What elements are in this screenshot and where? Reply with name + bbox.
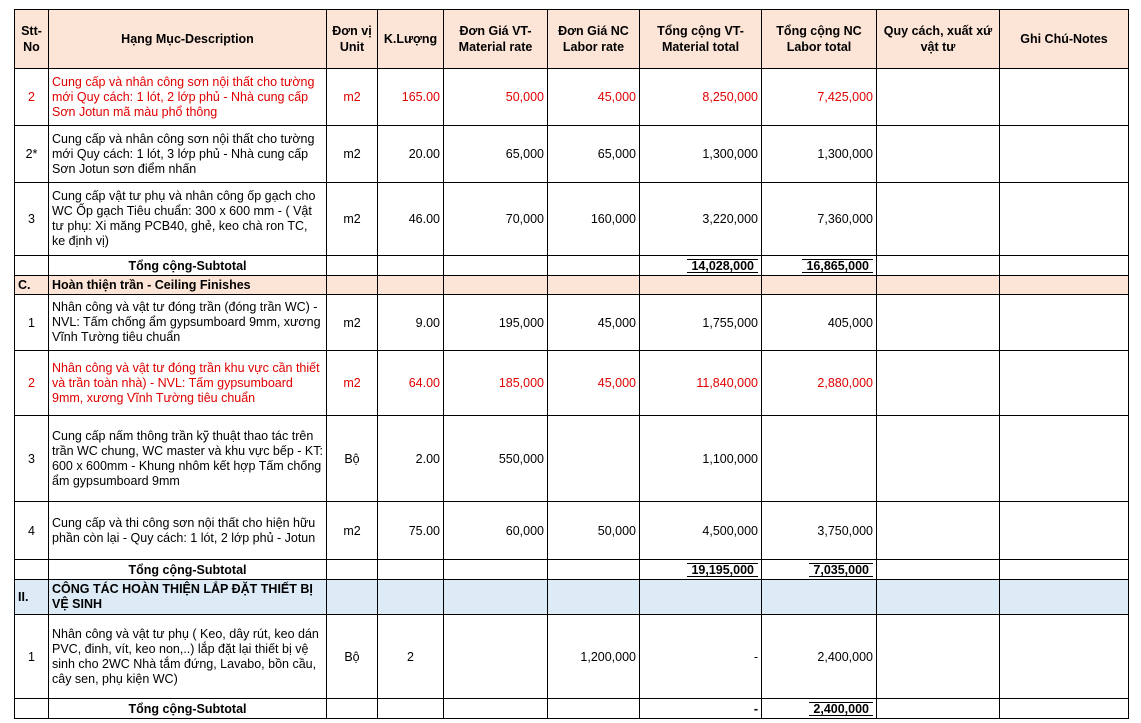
table-row <box>15 126 1129 183</box>
row-material-rate: 50,000 <box>444 69 548 126</box>
table-row <box>15 416 1129 502</box>
section-title: CÔNG TÁC HOÀN THIỆN LẮP ĐẶT THIẾT BỊ VỆ SINH <box>49 580 327 615</box>
subtotal-material-cell <box>640 256 762 276</box>
row-unit: Bộ <box>327 416 378 502</box>
subtotal-notes <box>1000 256 1129 276</box>
row-labor-rate: 50,000 <box>548 502 640 560</box>
row-description: Cung cấp nấm thông trần kỹ thuật thao tác trên trần WC chung, WC master và khu vực bếp - KT: 600 x 600mm - Khung nhôm kết hợp Tấm chống ẩm gypsumboard 9mm <box>49 416 327 502</box>
row-stt: 2* <box>15 126 49 183</box>
section-cell <box>378 580 444 615</box>
row-specification <box>877 295 1000 351</box>
section-cell <box>640 276 762 295</box>
section-cell <box>327 580 378 615</box>
row-labor-total: 7,425,000 <box>762 69 877 126</box>
row-unit: m2 <box>327 295 378 351</box>
row-notes <box>1000 126 1129 183</box>
header-labor-rate: Đơn Giá NC Labor rate <box>548 10 640 69</box>
table-row <box>15 183 1129 256</box>
row-unit: m2 <box>327 351 378 416</box>
row-stt: 1 <box>15 295 49 351</box>
row-quantity: 46.00 <box>378 183 444 256</box>
row-notes <box>1000 69 1129 126</box>
section-cell <box>548 276 640 295</box>
row-material-total: 4,500,000 <box>640 502 762 560</box>
subtotal-labor: 16,865,000 <box>802 259 873 273</box>
subtotal-qty <box>378 560 444 580</box>
section-title: Hoàn thiện trần - Ceiling Finishes <box>49 276 327 295</box>
subtotal-lab-rate <box>548 256 640 276</box>
row-material-total: 1,100,000 <box>640 416 762 502</box>
subtotal-labor: 2,400,000 <box>809 702 873 716</box>
subtotal-material: 19,195,000 <box>687 563 758 577</box>
row-notes <box>1000 416 1129 502</box>
row-labor-total: 7,360,000 <box>762 183 877 256</box>
section-cell <box>444 580 548 615</box>
section-cell <box>444 276 548 295</box>
row-stt: 3 <box>15 416 49 502</box>
subtotal-label: Tổng cộng-Subtotal <box>49 560 327 580</box>
section-cell <box>1000 276 1129 295</box>
row-notes <box>1000 183 1129 256</box>
subtotal-material: - <box>753 701 758 716</box>
row-labor-rate: 65,000 <box>548 126 640 183</box>
row-material-total: 8,250,000 <box>640 69 762 126</box>
header-labor-total: Tổng cộng NC Labor total <box>762 10 877 69</box>
subtotal-stt <box>15 560 49 580</box>
row-labor-total: 405,000 <box>762 295 877 351</box>
subtotal-row <box>15 699 1129 719</box>
row-specification <box>877 615 1000 699</box>
subtotal-material-cell <box>640 560 762 580</box>
section-cell <box>378 276 444 295</box>
row-material-total: 3,220,000 <box>640 183 762 256</box>
header-specification: Quy cách, xuất xứ vật tư <box>877 10 1000 69</box>
subtotal-notes <box>1000 560 1129 580</box>
row-specification <box>877 502 1000 560</box>
row-labor-rate: 160,000 <box>548 183 640 256</box>
row-labor-rate: 45,000 <box>548 351 640 416</box>
header-material-rate: Đơn Giá VT-Material rate <box>444 10 548 69</box>
subtotal-mat-rate <box>444 256 548 276</box>
row-material-total: 11,840,000 <box>640 351 762 416</box>
row-description: Cung cấp và nhân công sơn nội thất cho tường mới Quy cách: 1 lót, 3 lớp phủ - Nhà cung cấp Sơn Jotun sơn điểm nhấn <box>49 126 327 183</box>
row-labor-rate: 45,000 <box>548 69 640 126</box>
section-cell <box>548 580 640 615</box>
subtotal-lab-rate <box>548 560 640 580</box>
row-specification <box>877 351 1000 416</box>
header-stt: Stt-No <box>15 10 49 69</box>
row-quantity: 75.00 <box>378 502 444 560</box>
subtotal-label: Tổng cộng-Subtotal <box>49 256 327 276</box>
subtotal-spec <box>877 256 1000 276</box>
section-cell <box>640 580 762 615</box>
subtotal-lab-rate <box>548 699 640 719</box>
row-labor-total: 2,400,000 <box>762 615 877 699</box>
header-material-total: Tổng cộng VT-Material total <box>640 10 762 69</box>
subtotal-material-cell <box>640 699 762 719</box>
row-labor-total: 3,750,000 <box>762 502 877 560</box>
row-stt: 4 <box>15 502 49 560</box>
row-labor-rate <box>548 416 640 502</box>
row-unit: Bộ <box>327 615 378 699</box>
row-material-total: - <box>640 615 762 699</box>
subtotal-unit <box>327 699 378 719</box>
row-quantity: 20.00 <box>378 126 444 183</box>
row-stt: 2 <box>15 351 49 416</box>
section-cell <box>1000 580 1129 615</box>
subtotal-material: 14,028,000 <box>687 259 758 273</box>
header-notes: Ghi Chú-Notes <box>1000 10 1129 69</box>
header-description: Hạng Mục-Description <box>49 10 327 69</box>
row-stt: 3 <box>15 183 49 256</box>
row-material-rate: 195,000 <box>444 295 548 351</box>
row-unit: m2 <box>327 126 378 183</box>
section-header-row <box>15 580 1129 615</box>
table-row <box>15 295 1129 351</box>
row-specification <box>877 416 1000 502</box>
table-row <box>15 502 1129 560</box>
header-unit: Đơn vị Unit <box>327 10 378 69</box>
row-material-rate: 550,000 <box>444 416 548 502</box>
subtotal-row <box>15 560 1129 580</box>
subtotal-label: Tổng cộng-Subtotal <box>49 699 327 719</box>
row-material-rate: 185,000 <box>444 351 548 416</box>
section-cell <box>762 276 877 295</box>
row-material-total: 1,755,000 <box>640 295 762 351</box>
row-notes <box>1000 615 1129 699</box>
subtotal-labor-cell <box>762 256 877 276</box>
row-material-rate <box>444 615 548 699</box>
row-material-total: 1,300,000 <box>640 126 762 183</box>
subtotal-row <box>15 256 1129 276</box>
header-row <box>15 10 1129 69</box>
quotation-table <box>14 9 1129 719</box>
row-quantity: 64.00 <box>378 351 444 416</box>
row-description: Nhân công và vật tư đóng trần khu vực cần thiết và trần toàn nhà) - NVL: Tấm gypsumboard 9mm, xương Vĩnh Tường tiêu chuẩn <box>49 351 327 416</box>
section-cell <box>877 276 1000 295</box>
row-unit: m2 <box>327 502 378 560</box>
row-material-rate: 60,000 <box>444 502 548 560</box>
row-description: Cung cấp và thi công sơn nội thất cho hiện hữu phần còn lại - Quy cách: 1 lót, 2 lớp phủ - Jotun <box>49 502 327 560</box>
row-unit: m2 <box>327 183 378 256</box>
subtotal-labor: 7,035,000 <box>809 563 873 577</box>
row-quantity: 2 <box>378 615 444 699</box>
row-specification <box>877 69 1000 126</box>
row-labor-total: 1,300,000 <box>762 126 877 183</box>
subtotal-spec <box>877 560 1000 580</box>
row-material-rate: 65,000 <box>444 126 548 183</box>
row-material-rate: 70,000 <box>444 183 548 256</box>
subtotal-unit <box>327 256 378 276</box>
section-cell <box>877 580 1000 615</box>
header-quantity: K.Lượng <box>378 10 444 69</box>
row-description: Cung cấp vật tư phụ và nhân công ốp gạch cho WC Ốp gạch Tiêu chuẩn: 300 x 600 mm - ( Vật tư phụ: Xi măng PCB40, ghẻ, keo chà ron TC, ke định vị) <box>49 183 327 256</box>
row-labor-total <box>762 416 877 502</box>
row-stt: 1 <box>15 615 49 699</box>
subtotal-spec <box>877 699 1000 719</box>
subtotal-mat-rate <box>444 699 548 719</box>
row-specification <box>877 126 1000 183</box>
row-quantity: 2.00 <box>378 416 444 502</box>
row-labor-rate: 45,000 <box>548 295 640 351</box>
subtotal-labor-cell <box>762 560 877 580</box>
subtotal-qty <box>378 699 444 719</box>
row-description: Cung cấp và nhân công sơn nội thất cho tường mới Quy cách: 1 lót, 2 lớp phủ - Nhà cung cấp Sơn Jotun mã màu phổ thông <box>49 69 327 126</box>
subtotal-stt <box>15 256 49 276</box>
row-labor-total: 2,880,000 <box>762 351 877 416</box>
row-labor-rate: 1,200,000 <box>548 615 640 699</box>
section-code: C. <box>15 276 49 295</box>
section-code: II. <box>15 580 49 615</box>
section-cell <box>762 580 877 615</box>
subtotal-mat-rate <box>444 560 548 580</box>
row-notes <box>1000 351 1129 416</box>
table-row <box>15 69 1129 126</box>
subtotal-stt <box>15 699 49 719</box>
row-quantity: 9.00 <box>378 295 444 351</box>
section-header-row <box>15 276 1129 295</box>
subtotal-notes <box>1000 699 1129 719</box>
row-specification <box>877 183 1000 256</box>
section-cell <box>327 276 378 295</box>
row-description: Nhân công và vật tư phụ ( Keo, dây rút, keo dán PVC, đinh, vít, keo non,..) lắp đặt lại thiết bị vệ sinh cho 2WC Nhà tắm đứng, Lavabo, bồn cầu, cây sen, phụ kiện WC) <box>49 615 327 699</box>
subtotal-labor-cell <box>762 699 877 719</box>
row-quantity: 165.00 <box>378 69 444 126</box>
subtotal-unit <box>327 560 378 580</box>
row-notes <box>1000 502 1129 560</box>
row-stt: 2 <box>15 69 49 126</box>
row-unit: m2 <box>327 69 378 126</box>
subtotal-qty <box>378 256 444 276</box>
table-row <box>15 615 1129 699</box>
row-description: Nhân công và vật tư đóng trần (đóng trần WC) - NVL: Tấm chống ẩm gypsumboard 9mm, xương Vĩnh Tường tiêu chuẩn <box>49 295 327 351</box>
row-notes <box>1000 295 1129 351</box>
table-row <box>15 351 1129 416</box>
